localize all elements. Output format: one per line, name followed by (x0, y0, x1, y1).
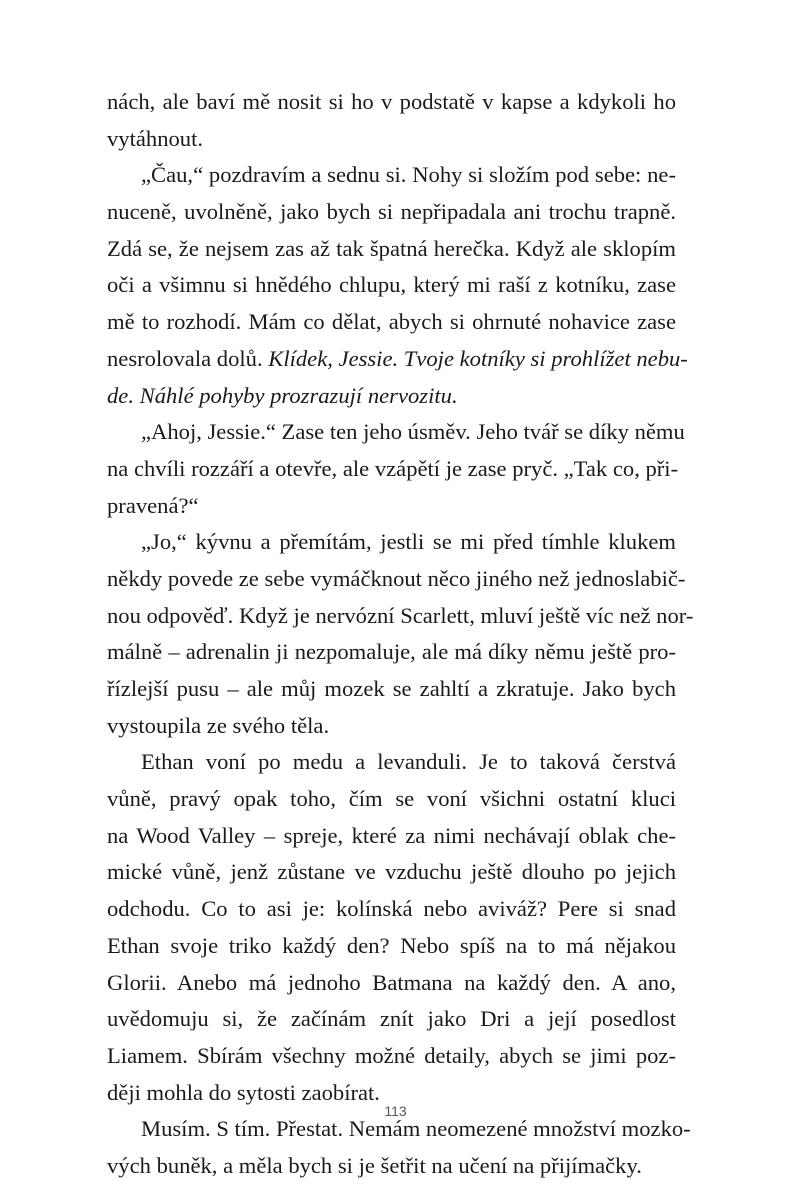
text-line: pravená?“ (107, 492, 199, 518)
italic-thought-line: de. Náhlé pohyby prozrazují nervozitu. (107, 382, 458, 408)
text-line: Liamem. Sbírám všechny možné detaily, abych se jimi poz- (107, 1042, 676, 1068)
text-line: vystoupila ze svého těla. (107, 712, 330, 738)
text-line: Glorii. Anebo má jednoho Batmana na každý den. A ano, (107, 969, 676, 995)
text-line: Zdá se, že nejsem zas až tak špatná herečka. Když ale sklopím (107, 235, 676, 261)
text-line: na Wood Valley – spreje, které za nimi nechávají oblak che- (107, 822, 676, 848)
body-text (107, 84, 694, 1185)
text-line: nách, ale baví mě nosit si ho v podstatě v kapse a kdykoli ho (107, 89, 676, 114)
text-line: ději mohla do sytosti zaobírat. (107, 1079, 380, 1105)
text-line: odchodu. Co to asi je: kolínská nebo aviváž? Pere si snad (107, 896, 676, 922)
text-line (107, 341, 688, 378)
paragraph-start-line: „Čau,“ pozdravím a sednu si. Nohy si složím pod sebe: ne- (141, 162, 676, 188)
text-line: uvědomuju si, že začínám znít jako Dri a její posedlost (107, 1006, 676, 1032)
text-line: Ethan svoje triko každý den? Nebo spíš na to má nějakou (107, 932, 676, 958)
text-line: vůně, pravý opak toho, čím se voní všichni ostatní kluci (107, 786, 676, 812)
text-line: na chvíli rozzáří a otevře, ale vzápětí je zase pryč. „Tak co, při- (107, 455, 679, 481)
paragraph-start-line: Ethan voní po medu a levanduli. Je to taková čerstvá (141, 749, 676, 775)
text-line: oči a všimnu si hnědého chlupu, který mi raší z kotníku, zase (107, 272, 676, 298)
paragraph-start-line: „Ahoj, Jessie.“ Zase ten jeho úsměv. Jeho tvář se díky němu (141, 419, 685, 445)
text-line: málně – adrenalin ji nezpomaluje, ale má díky němu ještě pro- (107, 639, 676, 665)
paragraph-start-line: „Jo,“ kývnu a přemítám, jestli se mi před tímhle klukem (141, 529, 676, 555)
text-line: mické vůně, jenž zůstane ve vzduchu ještě dlouho po jejich (107, 859, 676, 885)
page-number: 113 (384, 1103, 407, 1119)
text-line: mě to rozhodí. Mám co dělat, abych si ohrnuté nohavice zase (107, 309, 676, 335)
text-line: vých buněk, a měla bych si je šetřit na učení na přijímačky. (107, 1152, 642, 1178)
text-line: někdy povede ze sebe vymáčknout něco jiného než jednoslabič- (107, 565, 686, 591)
italic-thought: Klídek, Jessie. Tvoje kotníky si prohlížet nebu- (268, 345, 688, 371)
text-line: nou odpověď. Když je nervózní Scarlett, mluví ještě víc než nor- (107, 602, 694, 628)
text-line: nuceně, uvolněně, jako bych si nepřipadala ani trochu trapně. (107, 199, 676, 225)
text-line: řízlejší pusu – ale můj mozek se zahltí a zkratuje. Jako bych (107, 676, 676, 701)
paragraph-start-line: Musím. S tím. Přestat. Nemám neomezené množství mozko- (141, 1116, 691, 1142)
text-segment: nesrolovala dolů. (107, 345, 269, 371)
text-line: vytáhnout. (107, 125, 204, 151)
